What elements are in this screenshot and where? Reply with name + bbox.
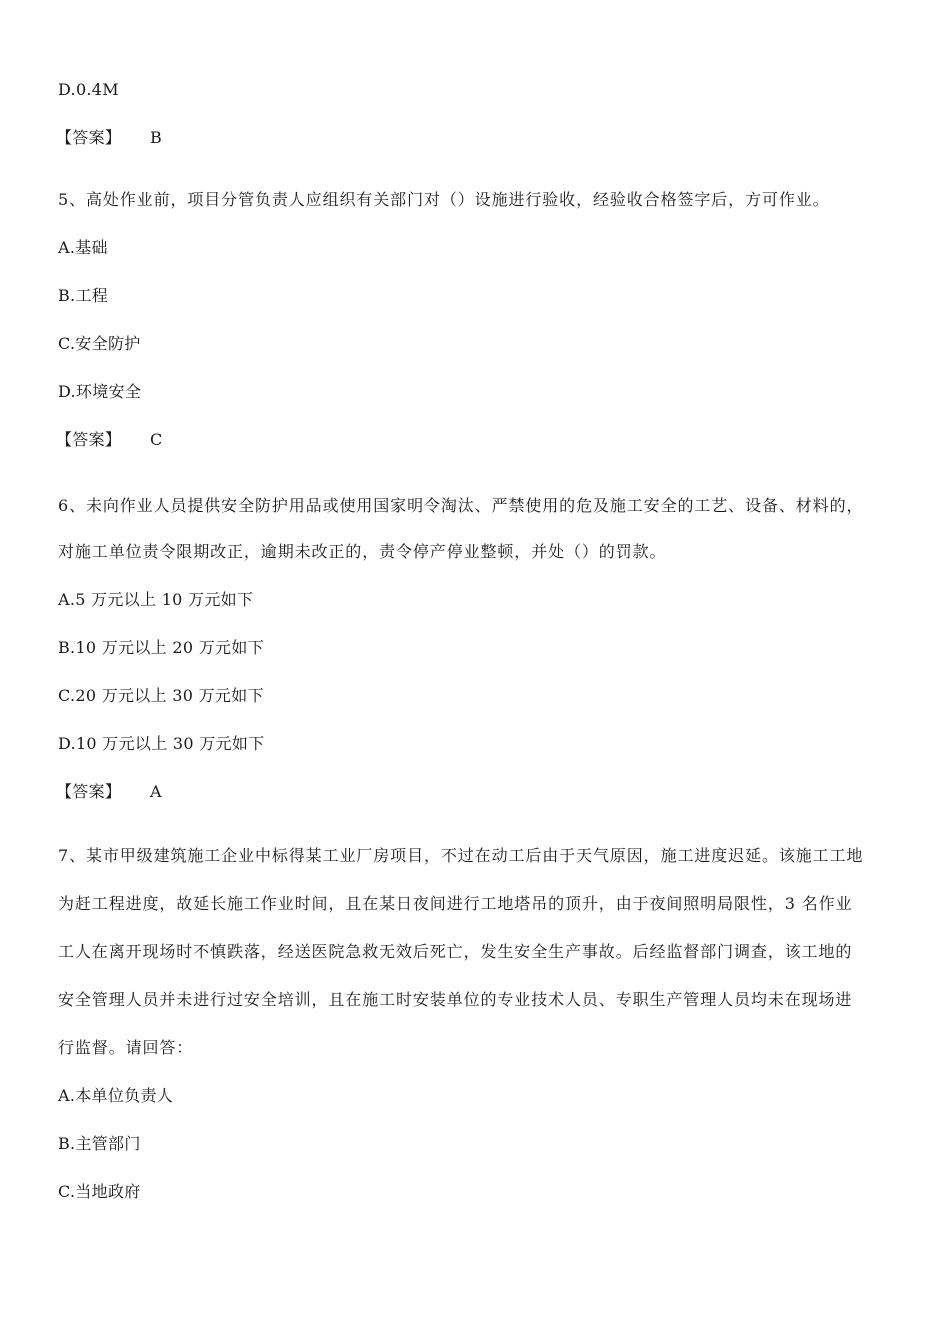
question-6-line-2: 对施工单位责令限期改正，逾期未改正的，责令停产停业整顿，并处（）的罚款。	[58, 542, 667, 561]
question-5: 5、高处作业前，项目分管负责人应组织有关部门对（）设施进行验收，经验收合格签字后，方可作业。	[58, 190, 830, 209]
option-q6-d: D.10 万元以上 30 万元如下	[58, 734, 265, 753]
option-q5-c: C.安全防护	[58, 334, 141, 353]
option-q6-c: C.20 万元以上 30 万元如下	[58, 686, 264, 705]
question-7-line-4: 安全管理人员并未进行过安全培训，且在施工时安装单位的专业技术人员、专职生产管理人员均未在现场进	[58, 990, 853, 1009]
question-6-line-1: 6、未向作业人员提供安全防护用品或使用国家明令淘汰、严禁使用的危及施工安全的工艺、设备、材料的，	[58, 496, 864, 515]
answer-label: 【答案】	[56, 430, 122, 449]
option-q5-a: A.基础	[58, 238, 108, 257]
answer-label: 【答案】	[56, 128, 122, 147]
question-7-line-5: 行监督。请回答：	[58, 1038, 194, 1057]
question-7-line-2: 为赶工程进度，故延长施工作业时间，且在某日夜间进行工地塔吊的顶升，由于夜间照明局限性，3 名作业	[58, 894, 853, 913]
question-7-line-1: 7、某市甲级建筑施工企业中标得某工业厂房项目，不过在动工后由于天气原因，施工进度迟延。该施工工地	[58, 846, 864, 865]
option-q5-b: B.工程	[58, 286, 109, 305]
answer-q6	[56, 782, 162, 802]
option-q7-c: C.当地政府	[58, 1182, 141, 1201]
option-q6-a: A.5 万元以上 10 万元如下	[58, 590, 254, 609]
answer-value: C	[150, 430, 163, 449]
answer-value: A	[150, 782, 162, 801]
option-q6-b: B.10 万元以上 20 万元如下	[58, 638, 264, 657]
answer-value: B	[150, 128, 163, 147]
answer-q5	[56, 430, 163, 450]
answer-label: 【答案】	[56, 782, 122, 801]
answer-q4	[56, 128, 162, 148]
question-7-line-3: 工人在离开现场时不慎跌落，经送医院急救无效后死亡，发生安全生产事故。后经监督部门调查，该工地的	[58, 942, 853, 961]
option-q4-d: D.0.4M	[58, 80, 119, 99]
option-q5-d: D.环境安全	[58, 382, 142, 401]
option-q7-a: A.本单位负责人	[58, 1086, 174, 1105]
option-q7-b: B.主管部门	[58, 1134, 141, 1153]
